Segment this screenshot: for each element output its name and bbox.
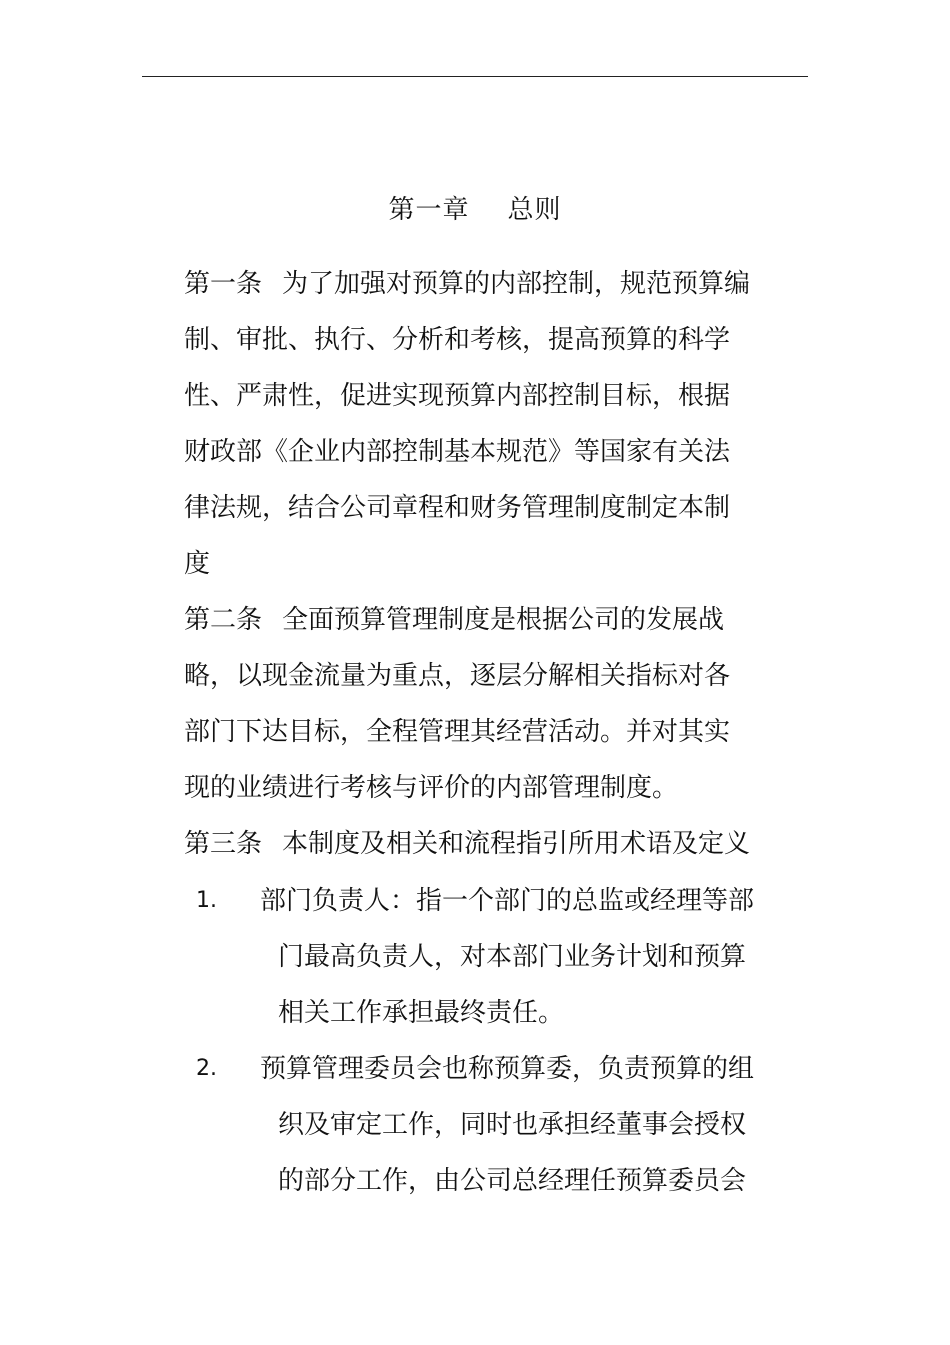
article-1-line-4: 财政部《企业内部控制基本规范》等国家有关法	[184, 437, 731, 467]
article-text: 本制度及相关和流程指引所用术语及定义	[282, 829, 751, 859]
chapter-title	[0, 192, 950, 228]
article-2-line-2: 略，以现金流量为重点，逐层分解相关指标对各	[184, 661, 731, 691]
definition-1-number: 1.	[196, 888, 217, 913]
article-2-line-1	[184, 602, 724, 638]
article-text: 为了加强对预算的内部控制，规范预算编	[282, 269, 751, 299]
chapter-number: 第一章	[388, 195, 470, 225]
definition-1-line-1: 部门负责人：指一个部门的总监或经理等部	[260, 886, 755, 916]
article-2-line-3: 部门下达目标，全程管理其经营活动。并对其实	[184, 717, 731, 747]
definition-1-line-3: 相关工作承担最终责任。	[278, 998, 565, 1028]
definition-2-number: 2.	[196, 1056, 217, 1081]
article-1-line-2: 制、审批、执行、分析和考核，提高预算的科学	[184, 325, 731, 355]
article-1-line-6: 度	[184, 549, 211, 579]
article-2-line-4: 现的业绩进行考核与评价的内部管理制度。	[184, 773, 679, 803]
definition-2-line-2: 织及审定工作，同时也承担经董事会授权	[278, 1110, 747, 1140]
definition-1-line-2: 门最高负责人，对本部门业务计划和预算	[278, 942, 747, 972]
article-label: 第二条	[184, 605, 263, 635]
article-label: 第三条	[184, 829, 263, 859]
header-rule	[142, 76, 808, 77]
chapter-name: 总则	[507, 195, 562, 225]
article-1-line-1	[184, 266, 750, 302]
definition-2-line-3: 的部分工作，由公司总经理任预算委员会	[278, 1166, 747, 1196]
article-label: 第一条	[184, 269, 263, 299]
definition-2-line-1: 预算管理委员会也称预算委，负责预算的组	[260, 1054, 755, 1084]
article-3-line-1	[184, 826, 750, 862]
article-text: 全面预算管理制度是根据公司的发展战	[282, 605, 725, 635]
article-1-line-5: 律法规，结合公司章程和财务管理制度制定本制	[184, 493, 731, 523]
article-1-line-3: 性、严肃性，促进实现预算内部控制目标，根据	[184, 381, 731, 411]
